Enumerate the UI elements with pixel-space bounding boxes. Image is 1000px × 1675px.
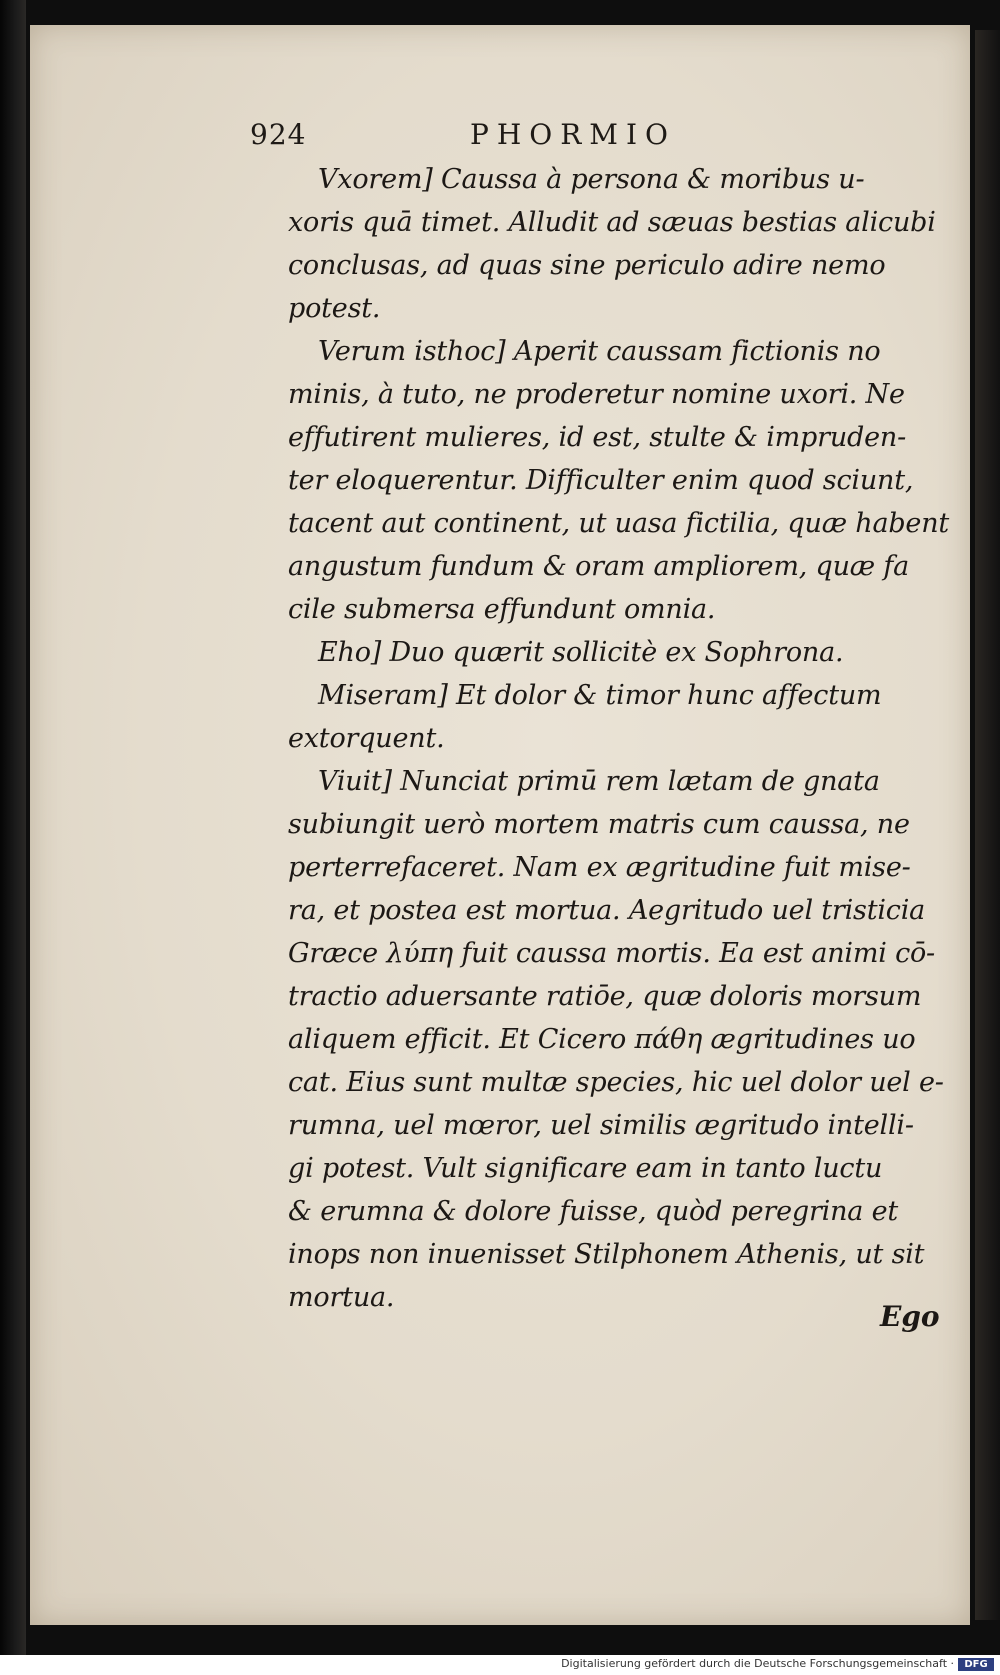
text-line: Græce λύπη fuit caussa mortis. Ea est animi cō- [288, 938, 935, 969]
page-header [250, 118, 810, 158]
funding-credit: Digitalisierung gefördert durch die Deutsche Forschungsgemeinschaft · [561, 1657, 954, 1670]
text-line: gi potest. Vult significare eam in tanto luctu [288, 1153, 883, 1184]
text-line: perterrefaceret. Nam ex ægritudine fuit mise- [288, 852, 911, 883]
text-line: extorquent. [288, 723, 445, 754]
text-line: inops non inuenisset Stilphonem Athenis, ut sit [288, 1239, 925, 1270]
text-line: xoris quā timet. Alludit ad sæuas bestias alicubi [288, 207, 936, 238]
text-line: tacent aut continent, ut uasa fictilia, quæ habent [288, 508, 950, 539]
text-line: aliquem efficit. Et Cicero πάθη ægritudines uo [288, 1024, 916, 1055]
text-line: cat. Eius sunt multæ species, hic uel dolor uel e- [288, 1067, 944, 1098]
text-line: cile submersa effundunt omnia. [288, 594, 716, 625]
text-line: ra, et postea est mortua. Aegritudo uel tristicia [288, 895, 926, 926]
text-line: Eho] Duo quærit sollicitè ex Sophrona. [318, 637, 844, 668]
page-number: 924 [250, 118, 307, 151]
catchword: Ego [880, 1300, 940, 1333]
text-line: Miseram] Et dolor & timor hunc affectum [318, 680, 882, 711]
text-line: Viuit] Nunciat primū rem lætam de gnata [318, 766, 880, 797]
digitization-footer [0, 1655, 1000, 1675]
running-title: PHORMIO [470, 118, 676, 151]
text-line: minis, à tuto, ne proderetur nomine uxori. Ne [288, 379, 905, 410]
text-line: tractio aduersante ratiōe, quæ doloris morsum [288, 981, 922, 1012]
text-line: rumna, uel mœror, uel similis ægritudo intelli- [288, 1110, 914, 1141]
text-line: Verum isthoc] Aperit caussam fictionis no [318, 336, 881, 367]
text-line: ter eloquerentur. Difficulter enim quod sciunt, [288, 465, 914, 496]
text-line: potest. [288, 293, 381, 324]
text-line: conclusas, ad quas sine periculo adire nemo [288, 250, 886, 281]
scan-right-edge [975, 30, 1000, 1620]
dfg-logo[interactable]: DFG [958, 1658, 994, 1671]
text-line: subiungit uerò mortem matris cum caussa, ne [288, 809, 910, 840]
text-line: mortua. [288, 1282, 395, 1313]
text-line: angustum fundum & oram ampliorem, quæ fa [288, 551, 910, 582]
text-line: Vxorem] Caussa à persona & moribus u- [318, 164, 865, 195]
text-line: effutirent mulieres, id est, stulte & impruden- [288, 422, 906, 453]
text-line: & erumna & dolore fuisse, quòd peregrina et [288, 1196, 899, 1227]
book-spine-edge [0, 0, 26, 1655]
